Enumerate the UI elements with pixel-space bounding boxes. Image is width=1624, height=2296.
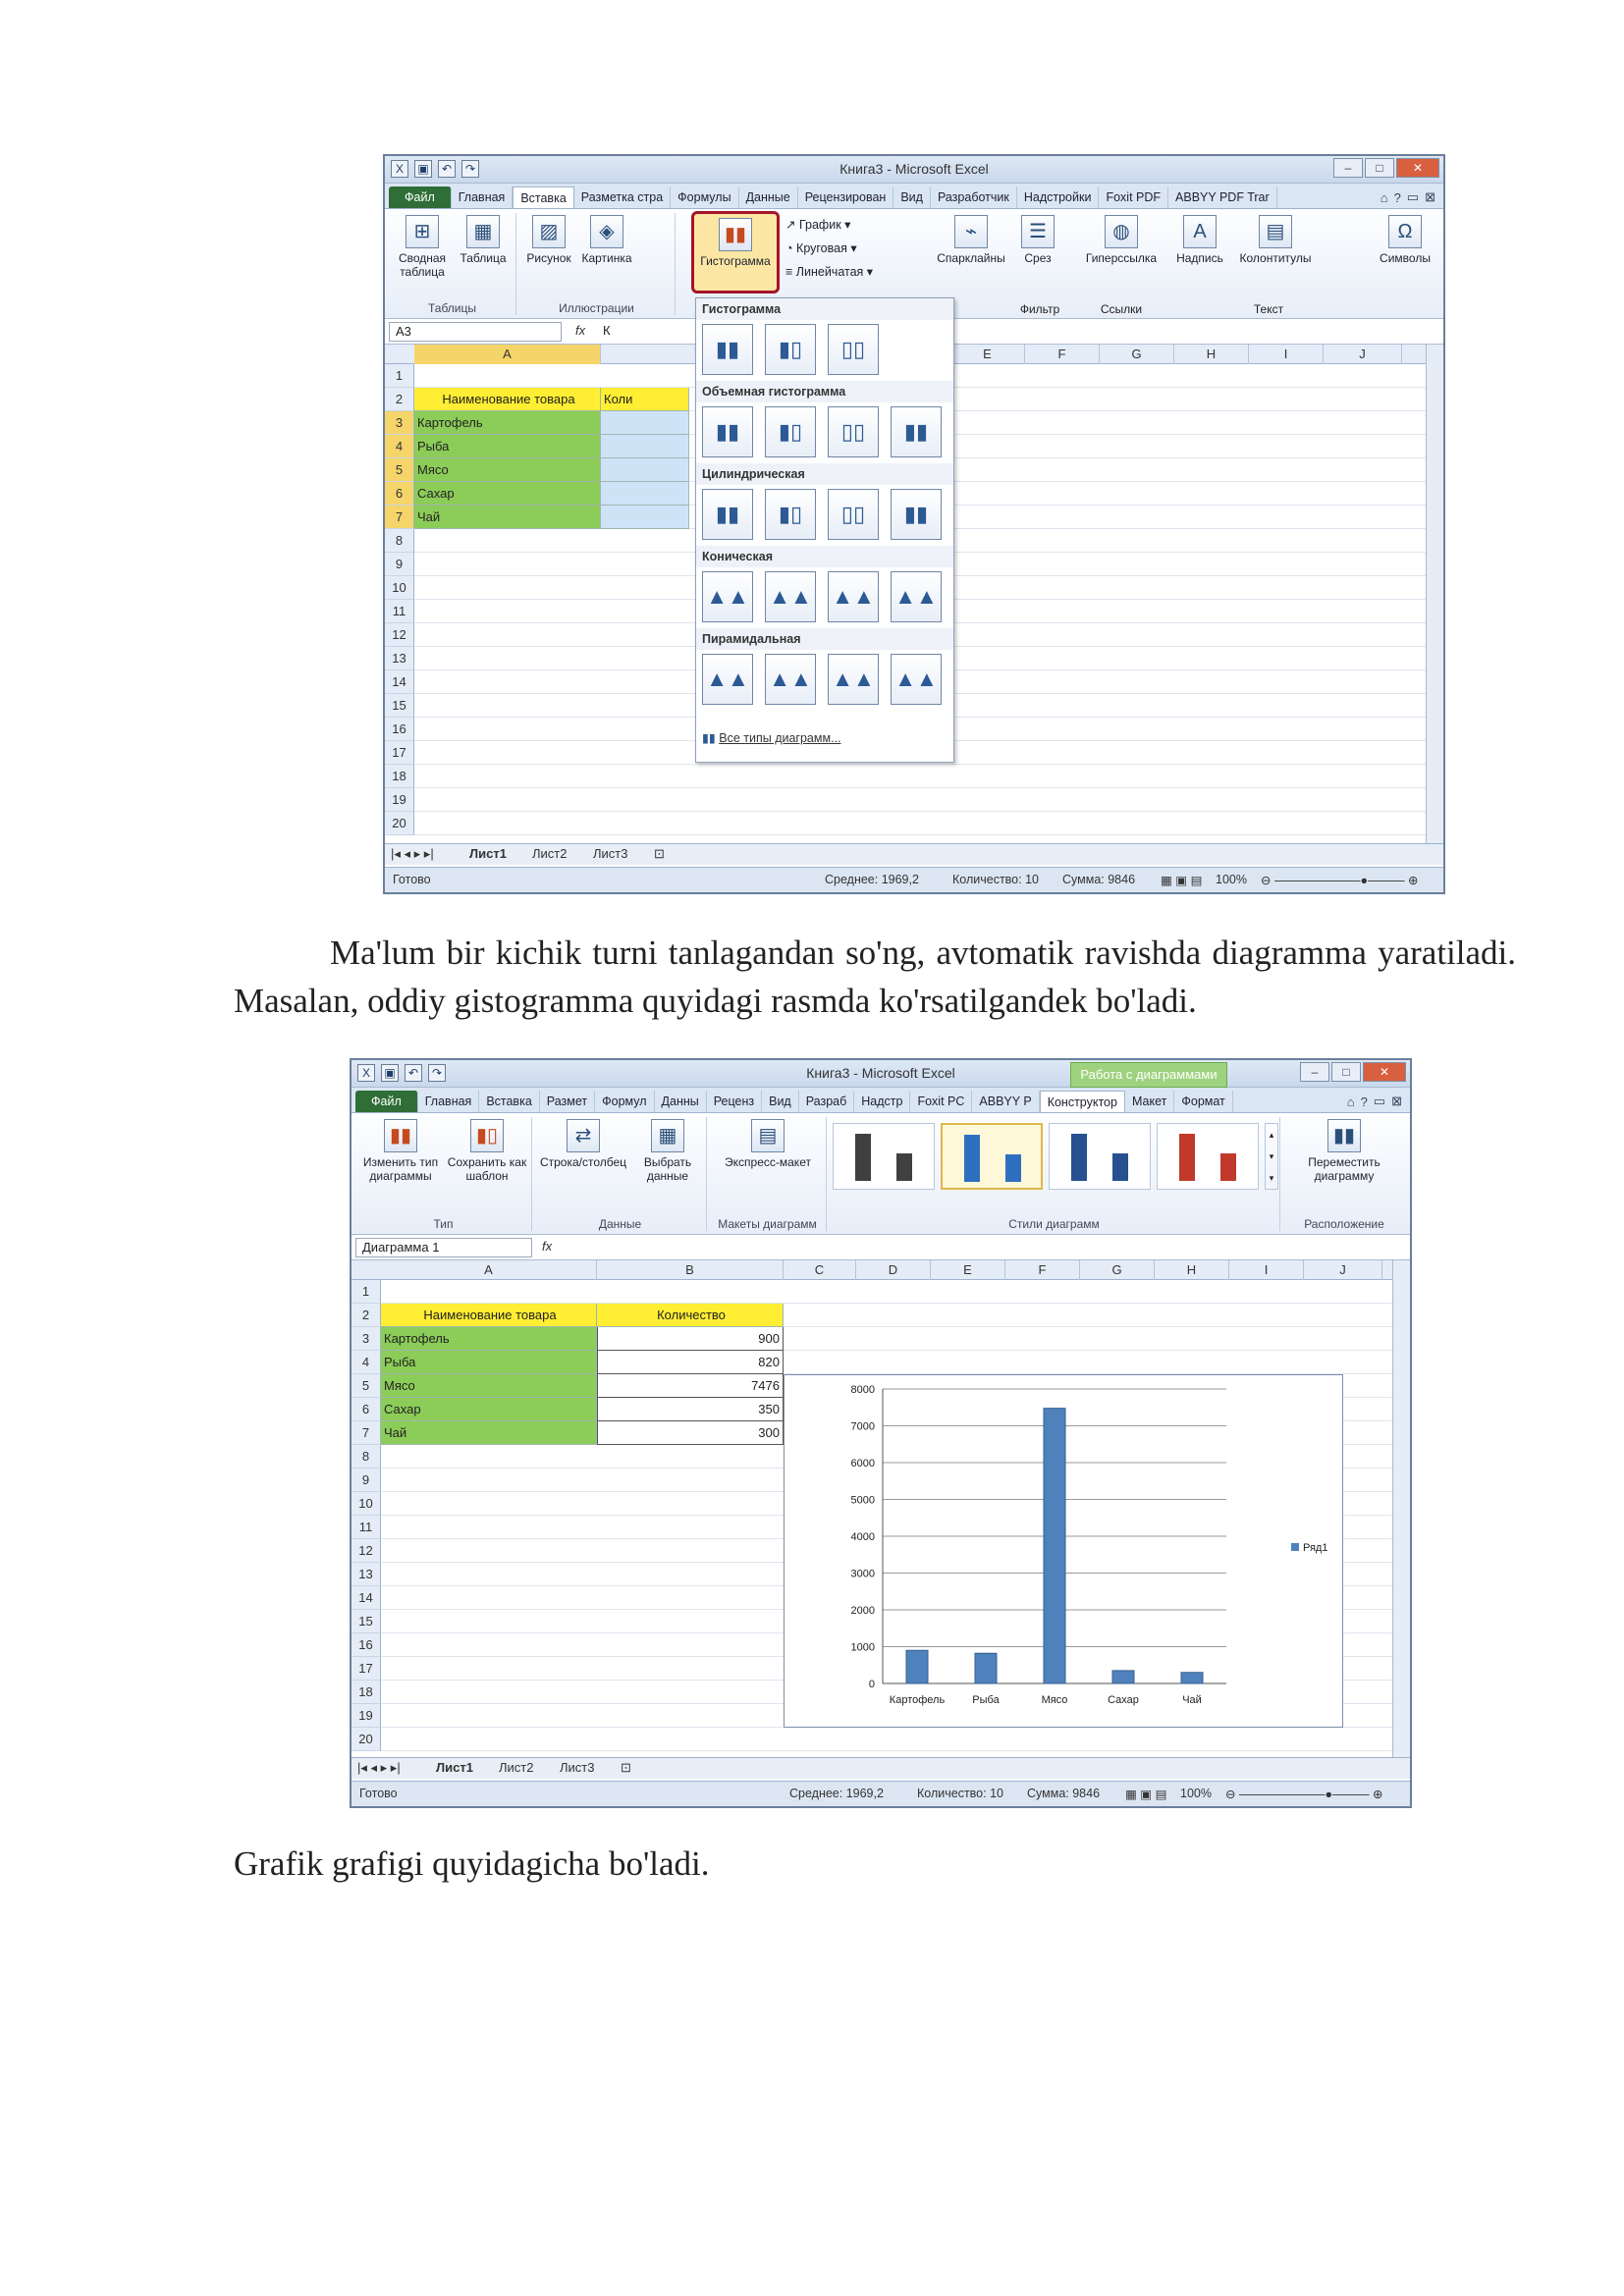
row-header[interactable]: 19	[385, 788, 414, 812]
tab-review[interactable]: Реценз	[707, 1091, 762, 1112]
row-header[interactable]: 20	[352, 1728, 381, 1751]
sheet-nav-icon[interactable]: |◂ ◂ ▸ ▸|	[391, 846, 434, 861]
cone-3d-icon[interactable]: ▲▲	[891, 571, 942, 622]
group-label: Макеты диаграмм	[718, 1217, 817, 1231]
row-header[interactable]: 2	[385, 388, 414, 411]
group-label: Расположение	[1304, 1217, 1384, 1231]
name-box[interactable]: Диаграмма 1	[355, 1238, 532, 1257]
line-chart-button[interactable]: ↗ График ▾	[785, 218, 851, 232]
sheet-grid	[352, 1260, 1410, 1757]
bar	[1112, 1671, 1134, 1683]
move-chart-button[interactable]: ▮▮ Переместить диаграмму	[1288, 1119, 1400, 1183]
tab-page-layout[interactable]: Размет	[540, 1091, 595, 1112]
tab-formulas[interactable]: Формул	[595, 1091, 654, 1112]
chart-style-dark[interactable]	[833, 1123, 935, 1190]
zoom-level: 100%	[1180, 1787, 1212, 1800]
vertical-scrollbar[interactable]	[1426, 345, 1443, 843]
tab-developer[interactable]: Разраб	[799, 1091, 855, 1112]
row-header[interactable]: 11	[385, 600, 414, 623]
pie-chart-button[interactable]: ◔ Круговая ▾	[785, 241, 857, 255]
cylinder-3d-icon[interactable]: ▮▮	[891, 489, 942, 540]
row-header[interactable]: 17	[352, 1657, 381, 1681]
row-header[interactable]: 5	[352, 1374, 381, 1398]
bar-chart-button[interactable]: ≡ Линейчатая ▾	[785, 265, 874, 279]
formula-bar	[352, 1235, 1410, 1260]
chart-style-red[interactable]	[1157, 1123, 1259, 1190]
col-header-e[interactable]: E	[950, 345, 1025, 364]
group-label-filter: Фильтр	[1019, 302, 1060, 316]
chart-container[interactable]	[784, 1374, 1343, 1728]
tab-formulas[interactable]: Формулы	[671, 187, 738, 208]
col-header-g[interactable]: G	[1100, 345, 1174, 364]
excel-window-chart-design	[350, 1058, 1412, 1808]
col-header-a[interactable]: A	[414, 345, 601, 364]
legend-swatch	[1291, 1543, 1299, 1551]
redo-icon[interactable]: ↷	[428, 1064, 446, 1082]
status-bar	[352, 1781, 1410, 1806]
row-header[interactable]: 3	[385, 411, 414, 435]
vertical-scrollbar[interactable]	[1392, 1260, 1410, 1757]
switch-row-column-icon: ⇄	[567, 1119, 600, 1152]
col-header-i[interactable]: I	[1229, 1260, 1304, 1280]
y-tick-label: 1000	[850, 1641, 875, 1654]
cell-a6[interactable]: Сахар	[414, 482, 601, 506]
cell-a2[interactable]: Наименование товара	[381, 1304, 597, 1327]
sheet-nav-icon[interactable]: |◂ ◂ ▸ ▸|	[357, 1760, 401, 1775]
save-icon[interactable]: ▣	[414, 160, 432, 178]
maximize-icon[interactable]: □	[1331, 1062, 1361, 1082]
excel-logo-icon: X	[357, 1064, 375, 1082]
row-header[interactable]: 14	[385, 670, 414, 694]
row-header[interactable]: 7	[352, 1421, 381, 1445]
x-tick-label: Мясо	[1041, 1694, 1068, 1706]
grid-line	[381, 1728, 1392, 1751]
cell-a6[interactable]: Сахар	[381, 1398, 597, 1421]
min-doc-icon[interactable]: ▭	[1373, 1094, 1386, 1108]
tab-file[interactable]: Файл	[355, 1091, 418, 1112]
cell-b5[interactable]	[601, 458, 689, 482]
section-pyramid: Пирамидальная	[696, 628, 953, 650]
table-icon: ▦	[466, 215, 500, 248]
histogram-gallery-dropdown	[695, 297, 954, 763]
tab-view[interactable]: Вид	[762, 1091, 799, 1112]
group-location	[1282, 1117, 1406, 1231]
hyperlink-button[interactable]: ◍ Гиперссылка	[1080, 215, 1163, 265]
column-chart-icon: ▮▮	[719, 218, 752, 251]
tab-row-icons	[1380, 187, 1443, 208]
status-average: Среднее: 1969,2	[789, 1787, 884, 1800]
close-icon[interactable]: ✕	[1363, 1062, 1406, 1082]
cell-b4[interactable]	[601, 435, 689, 458]
picture-button[interactable]: ▨ Рисунок	[522, 215, 575, 265]
group-label: Данные	[598, 1217, 642, 1231]
cell-b3[interactable]	[601, 411, 689, 435]
col-header-i[interactable]: I	[1249, 345, 1324, 364]
cell-b5[interactable]: 7476	[597, 1374, 784, 1398]
collapse-ribbon-icon[interactable]: ⌂	[1380, 189, 1388, 205]
textbox-icon: A	[1183, 215, 1217, 248]
window-controls	[1300, 1062, 1406, 1082]
picture-icon: ▨	[532, 215, 566, 248]
row-header[interactable]: 4	[352, 1351, 381, 1374]
fx-icon[interactable]: fx	[575, 323, 586, 338]
section-cone: Коническая	[696, 546, 953, 567]
col-header-g[interactable]: G	[1080, 1260, 1155, 1280]
y-tick-label: 3000	[850, 1568, 875, 1580]
header-footer-icon: ▤	[1259, 215, 1292, 248]
row-header[interactable]: 12	[385, 623, 414, 647]
save-icon[interactable]: ▣	[381, 1064, 399, 1082]
group-chart-styles	[829, 1117, 1280, 1231]
undo-icon[interactable]: ↶	[438, 160, 456, 178]
switch-row-column-button[interactable]: ⇄ Строка/столбец	[536, 1119, 630, 1169]
x-tick-label: Сахар	[1108, 1694, 1139, 1706]
tab-foxit[interactable]: Foxit PDF	[1099, 187, 1168, 208]
all-chart-types-link[interactable]: ▮▮ Все типы диаграмм...	[702, 731, 841, 745]
cell-a5[interactable]: Мясо	[381, 1374, 597, 1398]
cell-b6[interactable]: 350	[597, 1398, 784, 1421]
title-bar	[385, 156, 1443, 184]
cell-a4[interactable]: Рыба	[414, 435, 601, 458]
y-tick-label: 2000	[850, 1605, 875, 1617]
tab-home[interactable]: Главная	[452, 187, 514, 208]
group-label-links: Ссылки	[1100, 302, 1143, 316]
section-3d-histogram: Объемная гистограмма	[696, 381, 953, 402]
tab-addins[interactable]: Надстройки	[1017, 187, 1100, 208]
stacked-column-icon[interactable]: ▮▯	[765, 324, 816, 375]
group-layouts	[709, 1117, 827, 1231]
ribbon-tabs	[352, 1088, 1410, 1113]
new-sheet-icon[interactable]: ⊡	[621, 1760, 631, 1775]
tab-chart-format[interactable]: Формат	[1174, 1091, 1232, 1112]
grid-line	[414, 788, 1426, 812]
tab-data[interactable]: Данны	[655, 1091, 707, 1112]
row-header[interactable]: 8	[352, 1445, 381, 1468]
view-buttons-icon[interactable]: ▦ ▣ ▤	[1161, 874, 1203, 887]
formula-text[interactable]: К	[603, 323, 611, 338]
tab-home[interactable]: Главная	[418, 1091, 480, 1112]
ribbon-tabs	[385, 184, 1443, 209]
row-header[interactable]: 17	[385, 741, 414, 765]
new-sheet-icon[interactable]: ⊡	[654, 846, 665, 861]
section-cylinder: Цилиндрическая	[696, 463, 953, 485]
excel-window-insert-histogram	[383, 154, 1445, 894]
cell-b7[interactable]	[601, 506, 689, 529]
help-icon[interactable]: ?	[1360, 1094, 1368, 1109]
cell-a2[interactable]: Наименование товара	[414, 388, 601, 411]
row-header[interactable]: 6	[352, 1398, 381, 1421]
3d-column-icon[interactable]: ▮▮	[891, 406, 942, 457]
excel-logo-icon: X	[391, 160, 408, 178]
chart-tools-context-tab: Работа с диаграммами	[1070, 1062, 1227, 1088]
tab-chart-layout[interactable]: Макет	[1125, 1091, 1174, 1112]
pyramid-3d-icon[interactable]: ▲▲	[891, 654, 942, 705]
tab-developer[interactable]: Разработчик	[931, 187, 1017, 208]
styles-scroll-icon[interactable]: ▴ ▾ ▾	[1265, 1123, 1278, 1190]
symbols-button[interactable]: Ω Символы	[1373, 215, 1437, 265]
sheet-tab-2[interactable]: Лист2	[499, 1760, 534, 1775]
chart-types-icon: ▮▮	[702, 731, 716, 745]
row-header[interactable]: 7	[385, 506, 414, 529]
cell-a4[interactable]: Рыба	[381, 1351, 597, 1374]
cell-b2[interactable]: Коли	[601, 388, 689, 411]
select-data-button[interactable]: ▦ Выбрать данные	[632, 1119, 703, 1183]
row-header[interactable]: 11	[352, 1516, 381, 1539]
row-header[interactable]: 15	[352, 1610, 381, 1633]
row-header[interactable]: 19	[352, 1704, 381, 1728]
view-buttons-icon[interactable]: ▦ ▣ ▤	[1125, 1788, 1167, 1801]
cell-b6[interactable]	[601, 482, 689, 506]
status-sum: Сумма: 9846	[1062, 873, 1136, 886]
y-tick-label: 0	[868, 1679, 875, 1690]
tab-file[interactable]: Файл	[389, 187, 452, 208]
clipart-button[interactable]: ◈ Картинка	[577, 215, 636, 265]
y-tick-label: 7000	[850, 1420, 875, 1433]
fx-icon[interactable]: fx	[542, 1239, 553, 1254]
cell-a3[interactable]: Картофель	[414, 411, 601, 435]
row-header[interactable]: 1	[352, 1280, 381, 1304]
col-header-f[interactable]: F	[1025, 345, 1100, 364]
x-tick-label: Чай	[1182, 1694, 1202, 1706]
tab-foxit[interactable]: Foxit PC	[910, 1091, 972, 1112]
x-tick-label: Рыба	[972, 1694, 1000, 1706]
change-type-icon: ▮▮	[384, 1119, 417, 1152]
row-header[interactable]: 3	[352, 1327, 381, 1351]
y-tick-label: 8000	[850, 1384, 875, 1396]
undo-icon[interactable]: ↶	[405, 1064, 422, 1082]
status-ready: Готово	[359, 1787, 398, 1800]
column-headers	[352, 1260, 1410, 1280]
clipart-icon: ◈	[590, 215, 623, 248]
status-sum: Сумма: 9846	[1027, 1787, 1101, 1800]
group-label: Таблицы	[427, 301, 476, 315]
group-label: Стили диаграмм	[1008, 1217, 1100, 1231]
row-header[interactable]: 14	[352, 1586, 381, 1610]
tab-abbyy[interactable]: ABBYY PDF Trar	[1168, 187, 1277, 208]
bar	[1044, 1409, 1065, 1683]
window-controls	[1333, 158, 1439, 178]
pivot-table-icon: ⊞	[406, 215, 439, 248]
group-label: Иллюстрации	[559, 301, 634, 315]
pyramid-percent-icon[interactable]: ▲▲	[828, 654, 879, 705]
sheet-tab-2[interactable]: Лист2	[532, 846, 568, 861]
row-header[interactable]: 15	[385, 694, 414, 718]
row-header[interactable]: 18	[352, 1681, 381, 1704]
tab-insert[interactable]: Вставка	[513, 187, 573, 208]
row-header[interactable]: 9	[352, 1468, 381, 1492]
sparklines-button[interactable]: ⌁ Спарклайны	[935, 215, 1007, 265]
group-illustrations	[518, 213, 676, 315]
bar	[1181, 1673, 1203, 1683]
help-icon[interactable]: ?	[1393, 189, 1401, 205]
group-type	[355, 1117, 532, 1231]
sheet-tab-3[interactable]: Лист3	[593, 846, 628, 861]
3d-stacked-column-icon[interactable]: ▮▯	[765, 406, 816, 457]
cell-a5[interactable]: Мясо	[414, 458, 601, 482]
cone-clustered-icon[interactable]: ▲▲	[702, 571, 753, 622]
zoom-slider[interactable]: ⊖ ———————●——— ⊕	[1225, 1788, 1383, 1801]
close-doc-icon[interactable]: ⊠	[1391, 1094, 1402, 1108]
slicer-icon: ☰	[1021, 215, 1055, 248]
sheet-tab-1[interactable]: Лист1	[469, 846, 507, 861]
row-header[interactable]: 4	[385, 435, 414, 458]
close-icon[interactable]: ✕	[1396, 158, 1439, 178]
group-data	[534, 1117, 707, 1231]
cylinder-clustered-icon[interactable]: ▮▮	[702, 489, 753, 540]
headers-button[interactable]: ▤ Колонтитулы	[1231, 215, 1320, 265]
row-header[interactable]: 10	[385, 576, 414, 600]
group-tables	[389, 213, 516, 315]
col-header-h[interactable]: H	[1174, 345, 1249, 364]
y-tick-label: 4000	[850, 1531, 875, 1543]
title-bar	[352, 1060, 1410, 1088]
pyramid-clustered-icon[interactable]: ▲▲	[702, 654, 753, 705]
col-header-b[interactable]: B	[597, 1260, 784, 1280]
col-header-c[interactable]: C	[784, 1260, 856, 1280]
col-header-a[interactable]: A	[381, 1260, 597, 1280]
status-count: Количество: 10	[952, 873, 1039, 886]
cell-b3[interactable]: 900	[597, 1327, 784, 1351]
legend-label: Ряд1	[1303, 1542, 1328, 1554]
redo-icon[interactable]: ↷	[461, 160, 479, 178]
pyramid-stacked-icon[interactable]: ▲▲	[765, 654, 816, 705]
sheet-tabs	[352, 1757, 1410, 1779]
sheet-tab-3[interactable]: Лист3	[560, 1760, 595, 1775]
window-title: Книга3 - Microsoft Excel	[839, 161, 989, 177]
change-chart-type-button[interactable]: ▮▮ Изменить тип диаграммы	[357, 1119, 444, 1183]
row-header[interactable]: 6	[385, 482, 414, 506]
section-histogram: Гистограмма	[696, 298, 953, 320]
cell-a7[interactable]: Чай	[414, 506, 601, 529]
express-layout-button[interactable]: ▤ Экспресс-макет	[715, 1119, 821, 1169]
tab-chart-design[interactable]: Конструктор	[1040, 1091, 1125, 1112]
tab-insert[interactable]: Вставка	[479, 1091, 539, 1112]
row-header[interactable]: 20	[385, 812, 414, 835]
name-box[interactable]: A3	[389, 322, 562, 342]
col-header-e[interactable]: E	[931, 1260, 1005, 1280]
row-header[interactable]: 8	[385, 529, 414, 553]
col-header-f[interactable]: F	[1005, 1260, 1080, 1280]
body-paragraph-2: Grafik grafigi quyidagicha bo'ladi.	[234, 1844, 710, 1883]
sheet-tabs	[385, 843, 1443, 865]
sparkline-icon: ⌁	[954, 215, 988, 248]
move-chart-icon: ▮▮	[1327, 1119, 1361, 1152]
row-header[interactable]: 12	[352, 1539, 381, 1563]
row-header[interactable]: 10	[352, 1492, 381, 1516]
select-data-icon: ▦	[651, 1119, 684, 1152]
express-layout-icon: ▤	[751, 1119, 785, 1152]
tab-addins[interactable]: Надстр	[854, 1091, 910, 1112]
y-tick-label: 6000	[850, 1458, 875, 1469]
row-header[interactable]: 13	[352, 1563, 381, 1586]
cell-b7[interactable]: 300	[597, 1421, 784, 1445]
tab-data[interactable]: Данные	[739, 187, 798, 208]
body-paragraph-1: Ma'lum bir kichik turni tanlagandan so'ng, avtomatik ravishda diagramma yaratiladi. Masalan, oddiy gistogramma quyidagi rasmda ko'rsatilgandek bo'ladi.	[234, 934, 1516, 1020]
row-header[interactable]: 18	[385, 765, 414, 788]
row-header[interactable]: 5	[385, 458, 414, 482]
col-header-j[interactable]: J	[1304, 1260, 1382, 1280]
save-template-button[interactable]: ▮▯ Сохранить как шаблон	[446, 1119, 528, 1183]
row-header[interactable]: 9	[385, 553, 414, 576]
tab-row-icons	[1347, 1091, 1410, 1112]
save-template-icon: ▮▯	[470, 1119, 504, 1152]
row-header[interactable]: 16	[385, 718, 414, 741]
histogram-button[interactable]: ▮▮ Гистограмма	[691, 211, 780, 294]
cell-b4[interactable]: 820	[597, 1351, 784, 1374]
zoom-slider[interactable]: ⊖ ———————●——— ⊕	[1261, 874, 1419, 887]
close-doc-icon[interactable]: ⊠	[1425, 189, 1435, 204]
pivot-table-button[interactable]: ⊞ Сводная таблица	[393, 215, 452, 279]
status-bar	[385, 867, 1443, 892]
3d-clustered-column-icon[interactable]: ▮▮	[702, 406, 753, 457]
row-header[interactable]: 2	[352, 1304, 381, 1327]
min-doc-icon[interactable]: ▭	[1406, 189, 1420, 204]
cylinder-stacked-icon[interactable]: ▮▯	[765, 489, 816, 540]
cell-b2[interactable]: Количество	[597, 1304, 784, 1327]
minimize-icon[interactable]: –	[1333, 158, 1363, 178]
row-header[interactable]: 1	[385, 364, 414, 388]
omega-icon: Ω	[1388, 215, 1422, 248]
globe-icon: ◍	[1105, 215, 1138, 248]
chart-style-navy[interactable]	[1049, 1123, 1151, 1190]
cone-stacked-icon[interactable]: ▲▲	[765, 571, 816, 622]
bar	[906, 1650, 928, 1683]
tab-review[interactable]: Рецензирован	[798, 187, 894, 208]
grid-line	[381, 1280, 1392, 1304]
tab-view[interactable]: Вид	[893, 187, 931, 208]
row-header[interactable]: 13	[385, 647, 414, 670]
column-chart	[785, 1375, 1342, 1727]
y-tick-label: 5000	[850, 1494, 875, 1507]
maximize-icon[interactable]: □	[1365, 158, 1394, 178]
minimize-icon[interactable]: –	[1300, 1062, 1329, 1082]
textbox-button[interactable]: A Надпись	[1170, 215, 1229, 265]
clustered-column-icon[interactable]: ▮▮	[702, 324, 753, 375]
col-header-h[interactable]: H	[1155, 1260, 1229, 1280]
row-header[interactable]: 16	[352, 1633, 381, 1657]
status-ready: Готово	[393, 873, 431, 886]
window-title: Книга3 - Microsoft Excel	[806, 1065, 955, 1081]
collapse-ribbon-icon[interactable]: ⌂	[1346, 1094, 1355, 1109]
status-average: Среднее: 1969,2	[825, 873, 919, 886]
percent-column-icon[interactable]: ▯▯	[828, 324, 879, 375]
cone-percent-icon[interactable]: ▲▲	[828, 571, 879, 622]
slicer-button[interactable]: ☰ Срез	[1013, 215, 1062, 265]
group-label: Тип	[433, 1217, 454, 1231]
cell-a3[interactable]: Картофель	[381, 1327, 597, 1351]
x-tick-label: Картофель	[889, 1694, 946, 1706]
grid-line	[414, 765, 1426, 788]
grid-line	[414, 812, 1426, 835]
status-count: Количество: 10	[917, 1787, 1003, 1800]
col-header-j[interactable]: J	[1324, 345, 1402, 364]
bar	[975, 1653, 997, 1683]
3d-percent-column-icon[interactable]: ▯▯	[828, 406, 879, 457]
col-header-d[interactable]: D	[856, 1260, 931, 1280]
table-button[interactable]: ▦ Таблица	[454, 215, 513, 265]
tab-abbyy[interactable]: ABBYY P	[972, 1091, 1039, 1112]
ribbon-chart-design	[352, 1113, 1410, 1235]
zoom-level: 100%	[1216, 873, 1247, 886]
group-label-text: Текст	[1253, 302, 1284, 316]
cylinder-percent-icon[interactable]: ▯▯	[828, 489, 879, 540]
sheet-tab-1[interactable]: Лист1	[436, 1760, 473, 1775]
chart-style-blue-selected[interactable]	[941, 1123, 1043, 1190]
cell-a7[interactable]: Чай	[381, 1421, 597, 1445]
tab-page-layout[interactable]: Разметка стра	[574, 187, 671, 208]
